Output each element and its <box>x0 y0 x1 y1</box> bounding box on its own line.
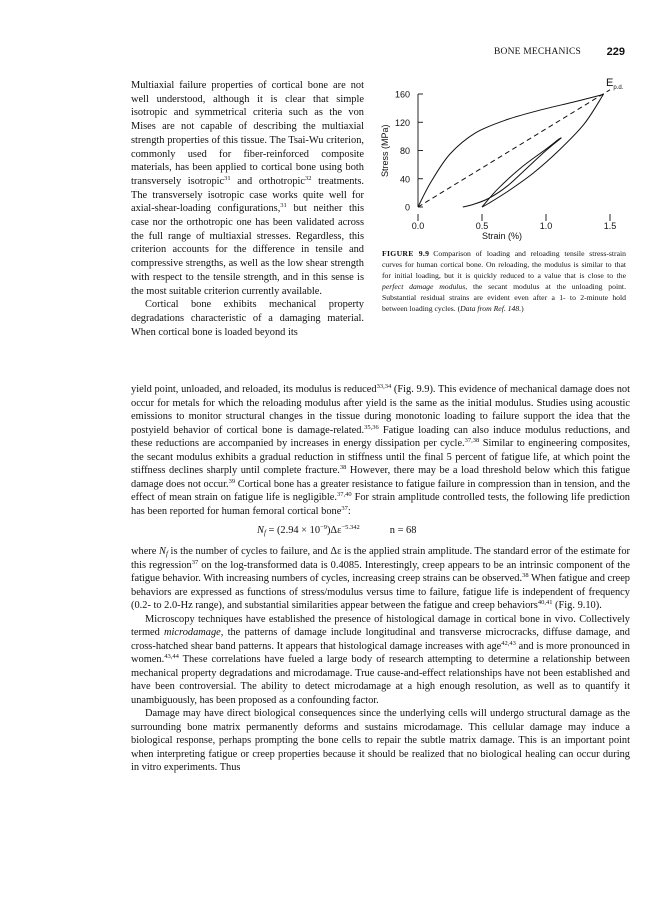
x-axis-label: Strain (%) <box>482 231 523 241</box>
paragraph: Multiaxial failure properties of cortical bone are not well understood, although it is clear that simple isotropic and symmetrical criteria such as the von Mises are not capable of describing the multiaxial strength properties of this tissue. The Tsai-Wu criterion, commonly used for fiber-reinforced composite materials, has been applied to cortical bone using both transversely isotropic$^{31}$ and orthotropic$^{32}$ treatments. The transversely isotropic case works quite well for axial-shear-loading configurations,$^{31}$ but neither this case nor the orthotropic one has been validated across the full range of multiaxial stresses. Regardless, this criterion accounts for the difference in tensile and compressive strengths, as well as the low shear strength with respect to the tensile strength, and in this sense is the most suitable criterion currently available. <box>131 80 364 297</box>
stress-strain-chart <box>372 77 630 245</box>
sample-size: n = 68 <box>389 525 417 536</box>
x-tick-label: 1.5 <box>603 221 617 231</box>
x-tick-label: 1.0 <box>539 221 553 231</box>
main-text <box>131 383 630 775</box>
fatigue-life-equation: $N_f = (2.94 \times 10^{-9})\Delta\varepsilon^{-5.342}$ n = 68 <box>257 524 417 537</box>
paragraph: Cortical bone exhibits mechanical property degradations characteristic of a damaging material. When cortical bone is loaded beyond its <box>131 299 364 338</box>
figure-caption: FIGURE 9.9 Comparison of loading and reloading tensile stress-strain curves for human cortical bone. On reloading, the modulus is similar to that for initial loading, but it is quickly reduced to a value that is close to the perfect damage modulus, the secant modulus at the unloading point. Substantial residual strains are evident even after a 1- to 2-minute hold between loading cycles. (Data from Ref. 148.) <box>382 249 626 313</box>
series-line-2 <box>482 94 604 207</box>
series-line-5 <box>418 90 610 207</box>
series-line-1 <box>418 94 604 207</box>
y-tick-label: 40 <box>399 174 410 185</box>
paragraph: yield point, unloaded, and reloaded, its modulus is reduced$^{33,34}$ (Fig. 9.9). This evidence of mechanical damage does not occur for metals for which the reloading modulus after yield is the same as the initial modulus. Studies using acoustic emissions to monitor structural changes in the tissue during monotonic loading to failure support the idea that the postyield behavior of cortical bone is damage-related.$^{35,36}$ Fatigue loading can also induce modulus reductions, and these reductions are accompanied by increases in energy dissipation per cycle.$^{37,38}$ Similar to engineering composites, the secant modulus exhibits a gradual reduction in stiffness until the final 5 percent of fatigue life, at which point the stiffness declines sharply until complete fracture.$^{38}$ However, there may be a load threshold below which this fatigue damage does not occur.$^{39}$ Cortical bone has a greater resistance to fatigue failure in compression than in tension, and the effect of mean strain on fatigue life is negligible.$^{37,40}$ For strain amplitude controlled tests, the following life prediction has been reported for human femoral cortical bone$^{37}$: <box>131 383 631 517</box>
paragraph: where $N_f$ is the number of cycles to failure, and Δε is the applied strain amplitude. The standard error of the estimate for this regression$^{37}$ on the log-transformed data is 0.4085. Interestingly, creep appears to be an intrinsic component of the fatigue behavior. With increasing numbers of cycles, increasing creep strains can be observed.$^{38}$ When fatigue and creep behaviors are expressed as functions of stress/modulus versus time to failure, fatigue life is independent of frequency (0.2- to 2.0-Hz range), and substantial similarities appear between the fatigue and creep behaviors$^{40,41}$ (Fig. 9.10). <box>131 546 631 611</box>
figure-label: FIGURE 9.9 <box>382 249 430 258</box>
epd-annotation: $E_{p.d.}$ <box>606 77 624 91</box>
paragraph: Microscopy techniques have established the presence of histological damage in cortical bone in vivo. Collectively termed microdamage, the patterns of damage include longitudinal and transverse microcracks, diffuse damage, and cross-hatched shear band patterns. It appears that histological damage increases with age$^{42,43}$ and is more pronounced in women.$^{43,44}$ These correlations have fueled a large body of research attempting to determine a relationship between mechanical property degradations and microdamage. True cause-and-effect relationships have not been established and have been controversial. The ability to detect microdamage at a high enough resolution, as well as to quantify it unambiguously, has been proposed as a confounding factor. <box>131 613 630 706</box>
page-number: 229 <box>606 46 625 58</box>
y-axis-label: Stress (MPa) <box>380 124 390 177</box>
running-header <box>0 47 669 61</box>
x-tick-label: 0.5 <box>475 221 489 231</box>
caption-source: Data from Ref. 148. <box>460 304 522 313</box>
left-column-text <box>131 79 364 339</box>
y-tick-label: 80 <box>399 146 410 156</box>
paragraph: Damage may have direct biological consequences since the underlying cells will undergo structural damage as the surrounding bone matrix permanently deforms and sustains microdamage. This cellular damage may induce a biological response, perhaps prompting the bone cells to repair the subtle matrix damage. This is an important point when interpreting fatigue or creep properties because it should be realized that no biological healing can occur during in vitro experiments. Thus <box>131 708 630 773</box>
figure-9-9 <box>372 77 630 245</box>
y-tick-label: 0 <box>404 202 410 213</box>
y-tick-label: 120 <box>394 117 410 128</box>
x-tick-label: 0.0 <box>411 221 425 231</box>
running-head-section: BONE MECHANICS <box>494 47 581 57</box>
y-tick-label: 160 <box>394 89 410 100</box>
